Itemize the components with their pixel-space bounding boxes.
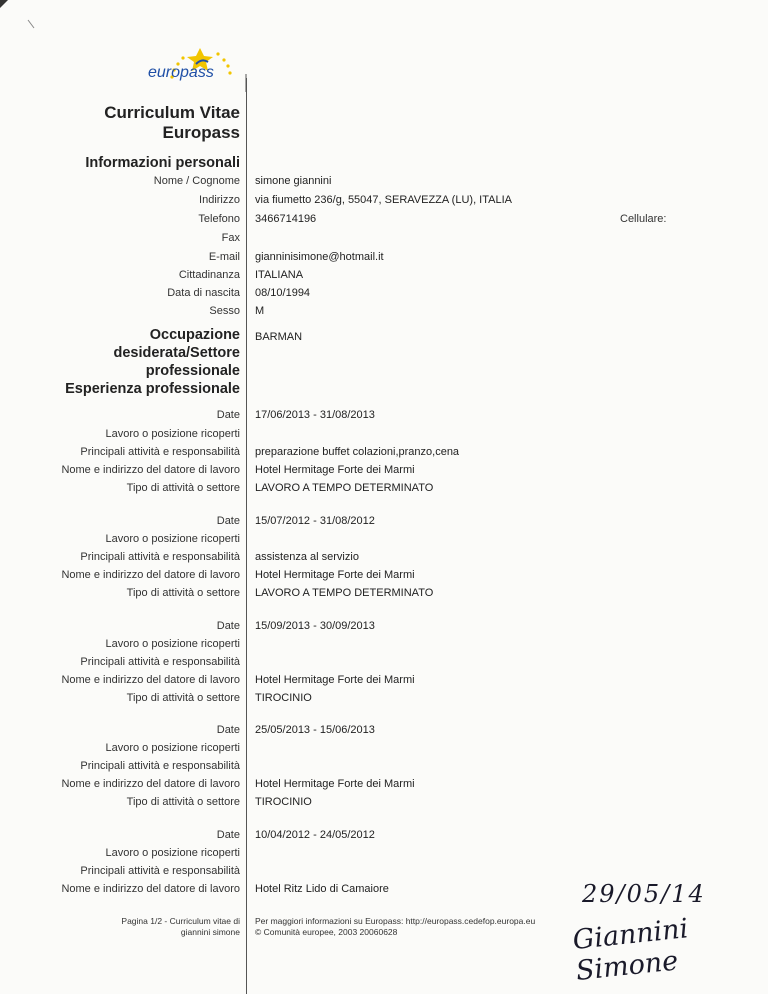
- label-date: Date: [216, 620, 240, 632]
- value-telefono: 3466714196: [255, 213, 317, 225]
- label-attivita: Principali attività e responsabilità: [80, 656, 240, 668]
- value-sesso: M: [255, 305, 265, 317]
- column-divider: [246, 78, 247, 994]
- label-date: Date: [216, 409, 240, 421]
- label-telefono: Telefono: [198, 213, 240, 225]
- cv-title-line2: Europass: [162, 123, 240, 142]
- footer-left: [80, 916, 240, 938]
- occupazione-line1: Occupazione: [149, 327, 240, 343]
- label-lavoro: Lavoro o posizione ricoperti: [105, 638, 240, 650]
- label-nome: Nome / Cognome: [153, 175, 240, 187]
- footer-europass-info: Per maggiori informazioni su Europass: http://europass.cedefop.europa.eu: [255, 916, 536, 926]
- occupazione-line2: desiderata/Settore: [113, 345, 240, 361]
- label-date: Date: [216, 724, 240, 736]
- value-tipo: TIROCINIO: [255, 796, 312, 808]
- value-nome: simone giannini: [255, 175, 332, 187]
- value-tipo: TIROCINIO: [255, 692, 312, 704]
- section-personal-heading: Informazioni personali: [85, 155, 240, 171]
- label-lavoro: Lavoro o posizione ricoperti: [105, 428, 240, 440]
- label-lavoro: Lavoro o posizione ricoperti: [105, 847, 240, 859]
- value-date: 17/06/2013 - 31/08/2013: [255, 409, 375, 421]
- section-esperienza-heading: Esperienza professionale: [65, 381, 240, 397]
- handwritten-date: 29/05/14: [582, 880, 706, 908]
- label-indirizzo: Indirizzo: [199, 194, 240, 206]
- label-tipo: Tipo di attività o settore: [126, 482, 240, 494]
- value-email: gianninisimone@hotmail.it: [255, 251, 384, 263]
- value-tipo: LAVORO A TEMPO DETERMINATO: [255, 482, 434, 494]
- label-date: Date: [216, 515, 240, 527]
- label-datore: Nome e indirizzo del datore di lavoro: [61, 569, 240, 581]
- value-occupazione: BARMAN: [255, 331, 303, 343]
- label-tipo: Tipo di attività o settore: [126, 587, 240, 599]
- value-datore: Hotel Hermitage Forte dei Marmi: [255, 569, 415, 581]
- label-email: E-mail: [208, 251, 240, 263]
- scan-mark-icon: [0, 0, 40, 40]
- value-datore: Hotel Hermitage Forte dei Marmi: [255, 674, 415, 686]
- label-cellulare: Cellulare:: [620, 213, 667, 225]
- label-lavoro: Lavoro o posizione ricoperti: [105, 533, 240, 545]
- value-data-nascita: 08/10/1994: [255, 287, 311, 299]
- label-attivita: Principali attività e responsabilità: [80, 865, 240, 877]
- label-cittadinanza: Cittadinanza: [178, 269, 240, 281]
- value-datore: Hotel Hermitage Forte dei Marmi: [255, 778, 415, 790]
- label-date: Date: [216, 829, 240, 841]
- value-date: 10/04/2012 - 24/05/2012: [255, 829, 375, 841]
- value-attivita: assistenza al servizio: [255, 551, 359, 563]
- footer-right: [255, 916, 555, 938]
- value-datore: Hotel Ritz Lido di Camaiore: [255, 883, 389, 895]
- label-data-nascita: Data di nascita: [167, 287, 240, 299]
- value-date: 25/05/2013 - 15/06/2013: [255, 724, 375, 736]
- footer-copyright: © Comunità europee, 2003 20060628: [255, 927, 398, 937]
- label-attivita: Principali attività e responsabilità: [80, 446, 240, 458]
- logo-text: europass: [148, 64, 214, 81]
- footer-author: giannini simone: [180, 927, 240, 937]
- value-date: 15/09/2013 - 30/09/2013: [255, 620, 375, 632]
- label-tipo: Tipo di attività o settore: [126, 692, 240, 704]
- label-fax: Fax: [221, 232, 240, 244]
- label-datore: Nome e indirizzo del datore di lavoro: [61, 883, 240, 895]
- value-indirizzo: via fiumetto 236/g, 55047, SERAVEZZA (LU), ITALIA: [255, 194, 512, 206]
- occupazione-line3: professionale: [145, 363, 240, 379]
- label-attivita: Principali attività e responsabilità: [80, 760, 240, 772]
- footer-page-info: Pagina 1/2 - Curriculum vitae di: [121, 916, 240, 926]
- label-datore: Nome e indirizzo del datore di lavoro: [61, 464, 240, 476]
- label-datore: Nome e indirizzo del datore di lavoro: [61, 778, 240, 790]
- value-date: 15/07/2012 - 31/08/2012: [255, 515, 375, 527]
- label-datore: Nome e indirizzo del datore di lavoro: [61, 674, 240, 686]
- value-datore: Hotel Hermitage Forte dei Marmi: [255, 464, 415, 476]
- label-sesso: Sesso: [209, 305, 240, 317]
- handwritten-signature: Giannini Simone: [571, 913, 690, 987]
- value-cittadinanza: ITALIANA: [255, 269, 304, 281]
- label-lavoro: Lavoro o posizione ricoperti: [105, 742, 240, 754]
- value-tipo: LAVORO A TEMPO DETERMINATO: [255, 587, 434, 599]
- label-attivita: Principali attività e responsabilità: [80, 551, 240, 563]
- cv-title-line1: Curriculum Vitae: [104, 103, 240, 122]
- value-attivita: preparazione buffet colazioni,pranzo,cena: [255, 446, 460, 458]
- label-tipo: Tipo di attività o settore: [126, 796, 240, 808]
